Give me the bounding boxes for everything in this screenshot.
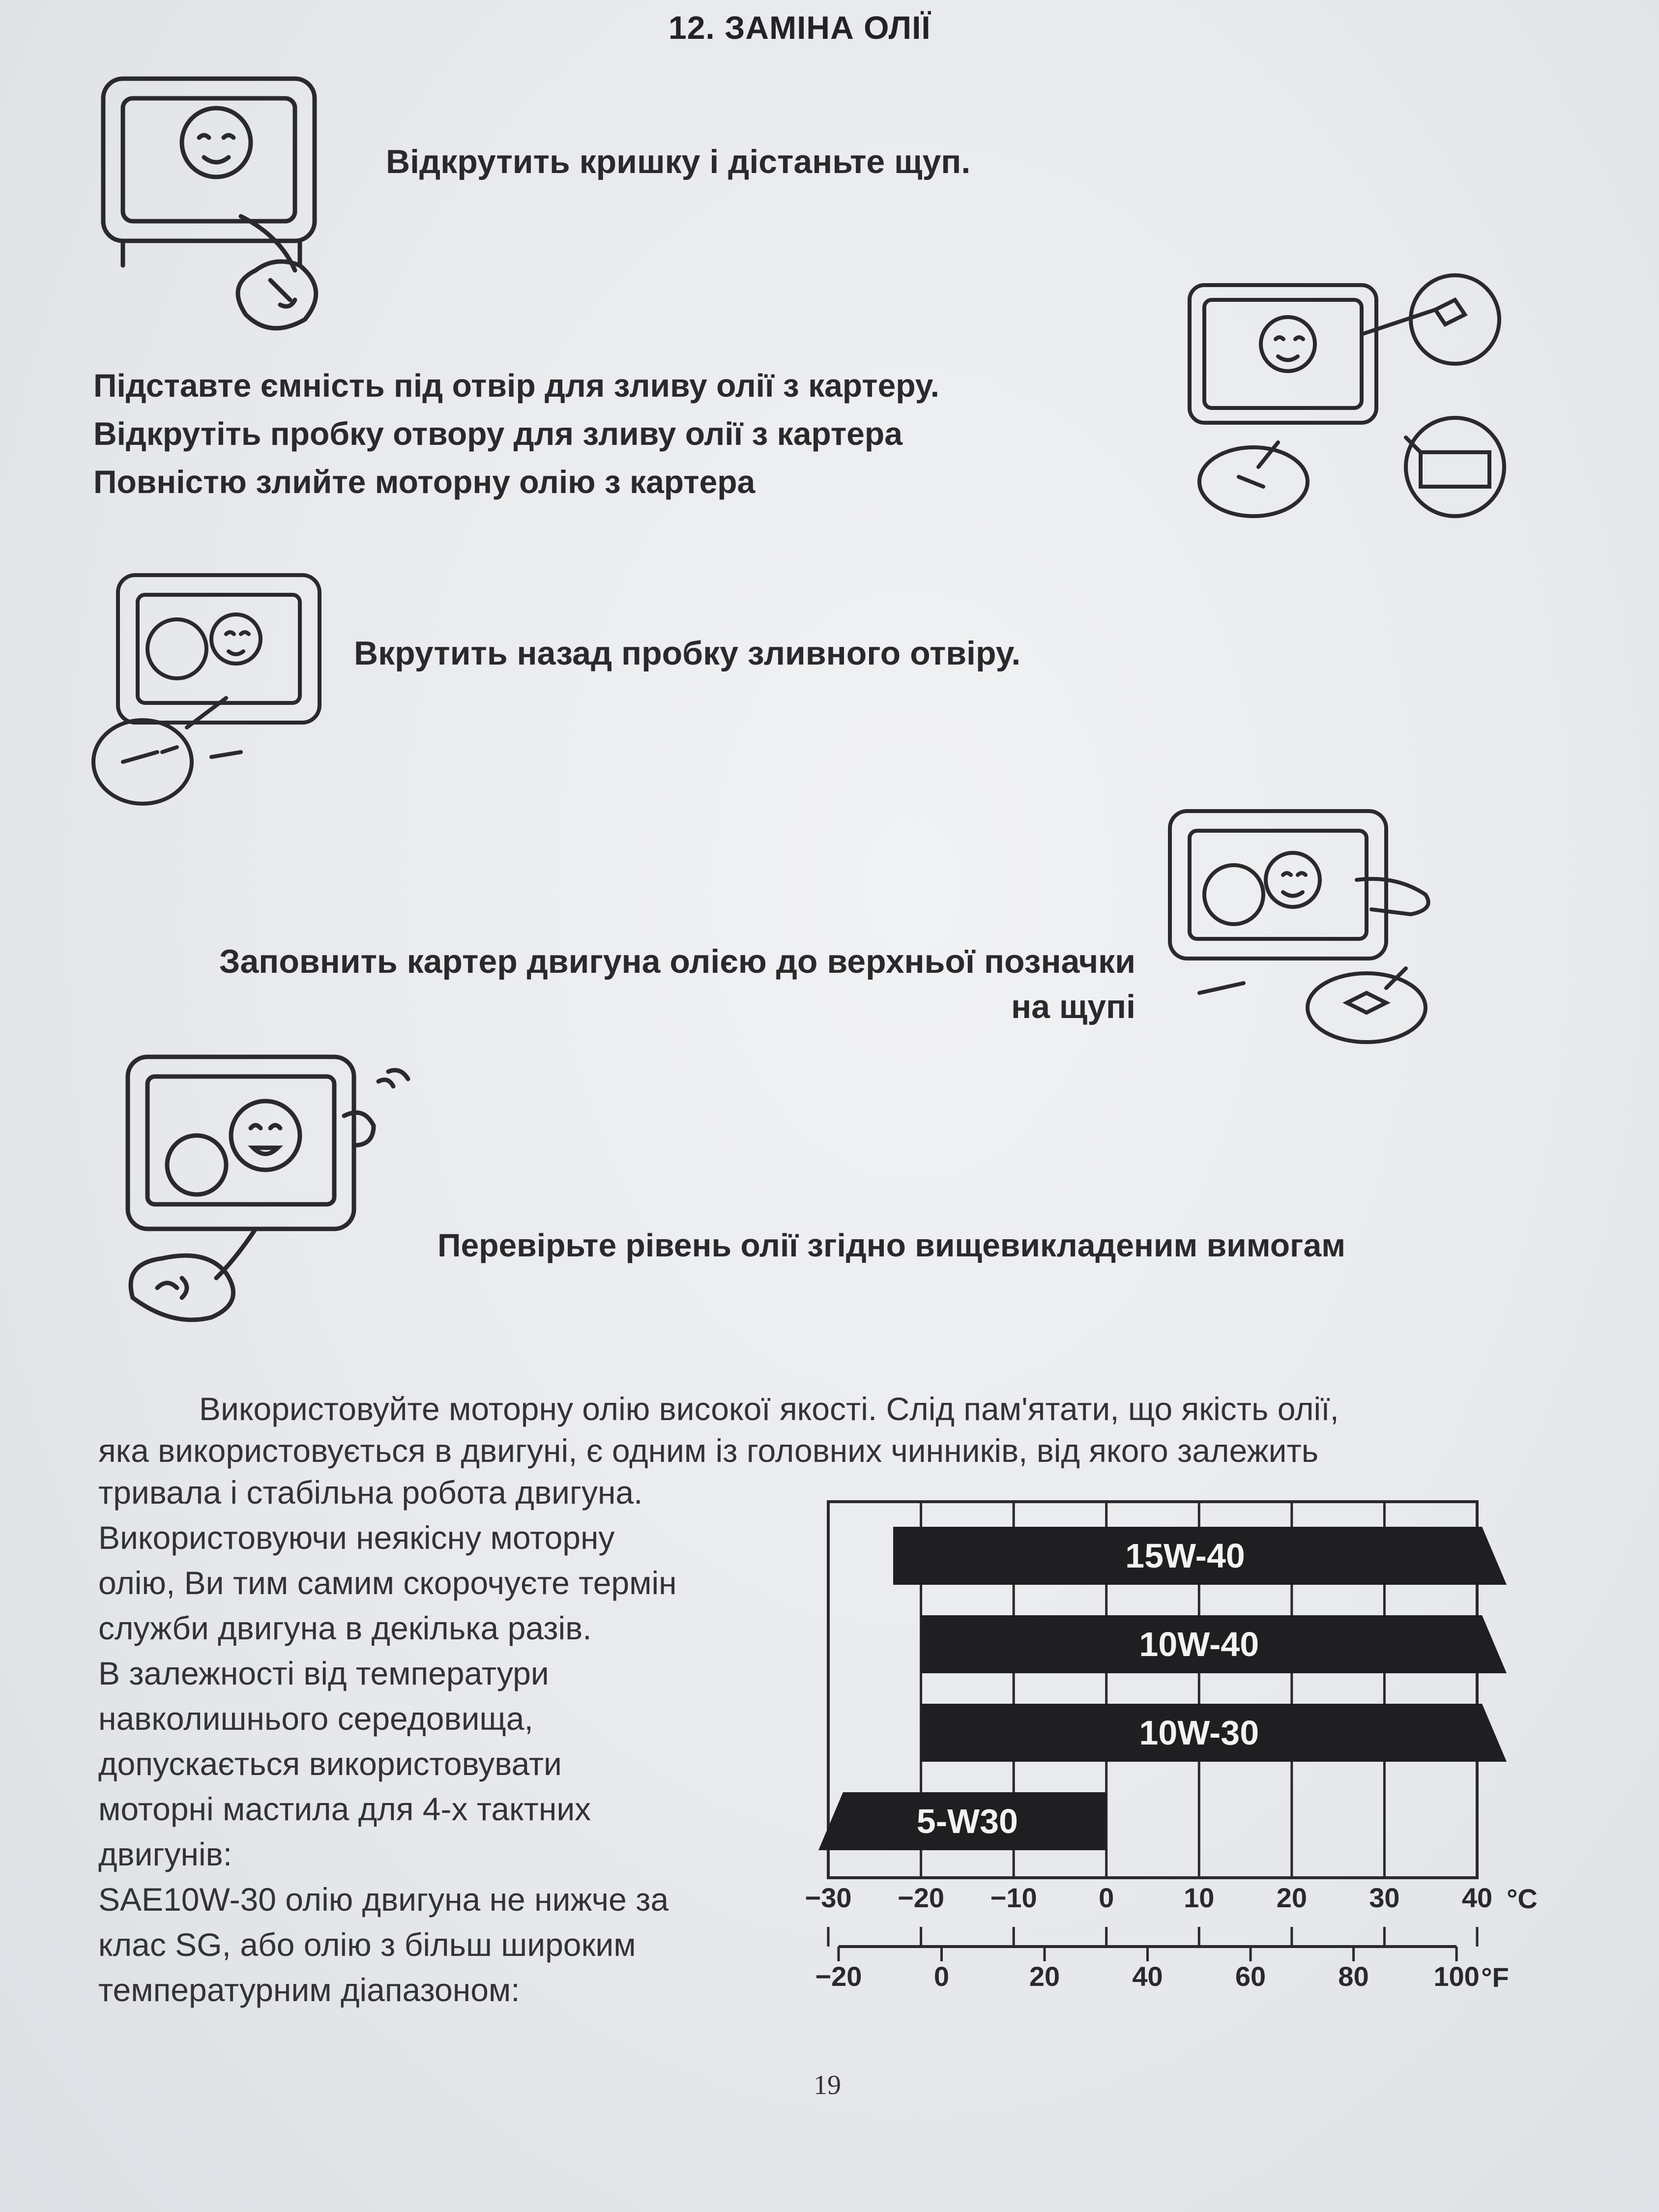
advice-line: допускається використовувати [98,1746,562,1782]
advice-line: моторні мастила для 4-х тактних [98,1791,591,1827]
chart-tick-label-c: −20 [898,1882,945,1913]
chart-tick-label-f: 0 [933,1961,950,1992]
step-1-line-1: Відкрутить кришку і дістаньте щуп. [386,143,971,180]
generator-check-illustration [113,1042,418,1347]
chart-unit-f: °F [1481,1962,1509,1993]
intro-line-2: яка використовується в двигуні, є одним із головних чинників, від якого залежить [98,1432,1319,1469]
step-1-text [386,143,970,181]
step-4-line-1: Заповнить картер двигуна олією до верхньої позначки [219,943,1135,980]
oil-advice-column [98,1470,796,2012]
step-2-line-1: Підставте ємність під отвір для зливу олії з картеру. [93,367,939,404]
advice-line: тривала і стабільна робота двигуна. [98,1474,643,1511]
advice-line: Використовуючи неякісну моторну [98,1519,615,1556]
step-4-line-2: на щупі [1011,988,1135,1025]
chart-tick-label-c: 40 [1461,1882,1493,1913]
advice-line: двигунів: [98,1836,233,1872]
chart-tick-label-f: 40 [1132,1961,1163,1992]
chart-tick-label-f: 80 [1338,1961,1369,1992]
chart-tick-label-f: −20 [815,1961,862,1992]
chart-tick-label-c: −10 [990,1882,1037,1913]
step-3-line-1: Вкрутить назад пробку зливного отвіру. [354,635,1021,672]
chart-tick-label-c: 20 [1276,1882,1308,1913]
chart-bar-label: 10W-40 [1139,1625,1259,1663]
generator-dipstick-illustration [93,49,369,344]
oil-viscosity-chart-svg [777,1489,1553,2001]
advice-line: навколишнього середовища, [98,1700,533,1737]
step-2-line-3: Повністю злийте моторну олію з картера [93,464,756,500]
step-4-text [98,939,1135,1029]
step-3-text [354,634,1020,672]
chart-tick-label-c: 10 [1184,1882,1215,1913]
chart-tick-label-f: 100 [1433,1961,1480,1992]
advice-line: олію, Ви тим самим скорочуєте термін [98,1565,677,1601]
generator-plug-illustration [88,565,334,811]
advice-line: служби двигуна в декілька разів. [98,1610,592,1646]
advice-line: клас SG, або олію з більш широким [98,1926,636,1963]
chart-tick-label-c: 0 [1099,1882,1114,1913]
step-5-text [437,1226,1345,1264]
step-5-line-1: Перевірьте рівень олії згідно вищевикладеним вимогам [437,1227,1346,1263]
chart-tick-label-f: 20 [1029,1961,1060,1992]
generator-drain-illustration [1180,265,1514,521]
chart-bar-label: 5-W30 [916,1802,1018,1840]
advice-line: SAE10W-30 олію двигуна не нижче за [98,1881,669,1918]
chart-tick-label-f: 60 [1235,1961,1266,1992]
advice-line: температурним діапазоном: [98,1972,520,2008]
chart-tick-label-c: 30 [1369,1882,1400,1913]
intro-line-1: Використовуйте моторну олію високої якості. Слід пам'ятати, що якість олії, [199,1391,1339,1427]
chart-tick-label-c: −30 [805,1882,852,1913]
advice-line: В залежності від температури [98,1655,549,1691]
oil-viscosity-chart [777,1489,1553,2001]
page-title: 12. ЗАМІНА ОЛІЇ [669,9,931,46]
step-2-line-2: Відкрутіть пробку отвору для зливу олії з картера [93,415,902,452]
generator-fill-illustration [1160,801,1445,1047]
page-number: 19 [814,2070,841,2100]
chart-bar-label: 10W-30 [1139,1714,1259,1752]
chart-unit-c: °C [1507,1883,1538,1914]
step-2-text [93,361,939,506]
chart-bar-label: 15W-40 [1125,1537,1245,1575]
